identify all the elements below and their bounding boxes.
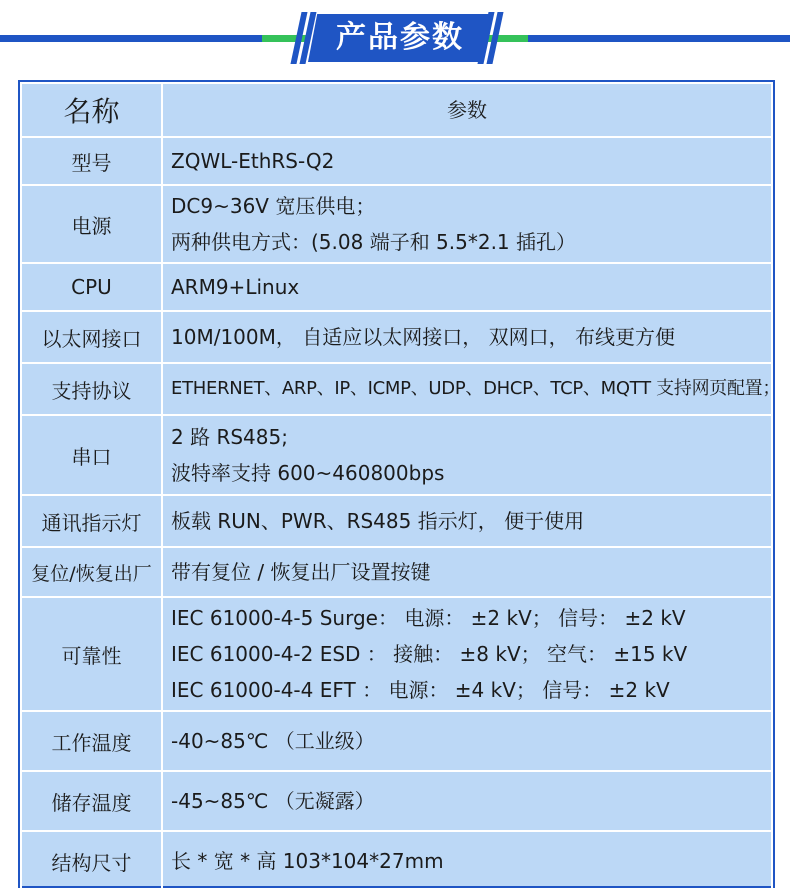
table-row <box>21 495 772 547</box>
spec-value-line: DC9~36V 宽压供电； <box>171 194 376 218</box>
table-row <box>21 263 772 311</box>
spec-value-line: 两种供电方式：(5.08 端子和 5.5*2.1 插孔） <box>171 230 577 254</box>
spec-value-cell <box>162 137 772 185</box>
spec-value-cell <box>162 263 772 311</box>
spec-value-line: 长 * 宽 * 高 103*104*27mm <box>171 849 444 873</box>
spec-name-cell: 储存温度 <box>21 771 162 831</box>
table-row <box>21 711 772 771</box>
spec-value-line: 板载 RUN、PWR、RS485 指示灯， 便于使用 <box>171 509 585 533</box>
spec-value-line: IEC 61000-4-2 ESD ： 接触： ±8 kV； 空气： ±15 kV <box>171 642 688 666</box>
spec-value-line: -45~85℃ （无凝露） <box>171 789 375 813</box>
table-row <box>21 363 772 415</box>
header-name-cell: 名称 <box>21 83 162 137</box>
spec-value-line: ZQWL-EthRS-Q2 <box>171 149 335 173</box>
spec-name-cell: 型号 <box>21 137 162 185</box>
spec-name-cell: 复位/恢复出厂 <box>21 547 162 597</box>
spec-value-cell <box>162 771 772 831</box>
spec-value-cell <box>162 547 772 597</box>
spec-value-line: IEC 61000-4-4 EFT ： 电源： ±4 kV； 信号： ±2 kV <box>171 678 670 702</box>
spec-value-line: ETHERNET、ARP、IP、ICMP、UDP、DHCP、TCP、MQTT 支持网页配置； <box>171 378 781 399</box>
spec-value-cell <box>162 311 772 363</box>
spec-value-line: ARM9+Linux <box>171 275 300 299</box>
spec-name-cell: 电源 <box>21 185 162 263</box>
spec-value-cell <box>162 415 772 495</box>
spec-value-cell <box>162 495 772 547</box>
spec-name-cell: CPU <box>21 263 162 311</box>
header-value-cell: 参数 <box>162 83 772 137</box>
spec-table <box>18 80 781 888</box>
table-row <box>21 415 772 495</box>
spec-value-cell <box>162 711 772 771</box>
spec-value-line: 2 路 RS485; <box>171 425 288 449</box>
spec-value-cell <box>162 185 772 263</box>
table-row <box>21 771 772 831</box>
spec-name-cell: 串口 <box>21 415 162 495</box>
table-row <box>21 831 772 891</box>
spec-name-cell: 可靠性 <box>21 597 162 711</box>
spec-value-line: 波特率支持 600~460800bps <box>171 461 445 485</box>
table-header-row <box>21 83 772 137</box>
spec-name-cell: 支持协议 <box>21 363 162 415</box>
header-line-left <box>0 35 268 42</box>
spec-name-cell: 通讯指示灯 <box>21 495 162 547</box>
table-row <box>21 597 772 711</box>
page-title: 产品参数 <box>336 20 464 55</box>
spec-name-cell: 工作温度 <box>21 711 162 771</box>
header-line-right <box>520 35 790 42</box>
table-row <box>21 311 772 363</box>
section-header <box>0 0 790 78</box>
spec-value-cell <box>162 363 781 415</box>
spec-name-cell: 以太网接口 <box>21 311 162 363</box>
spec-value-line: IEC 61000-4-5 Surge： 电源： ±2 kV； 信号： ±2 kV <box>171 606 686 630</box>
table-row <box>21 137 772 185</box>
spec-value-line: -40~85℃ （工业级） <box>171 729 375 753</box>
table-row <box>21 547 772 597</box>
spec-value-cell <box>162 597 772 711</box>
table-row <box>21 185 772 263</box>
spec-name-cell: 结构尺寸 <box>21 831 162 891</box>
spec-value-line: 带有复位 / 恢复出厂设置按键 <box>171 560 431 584</box>
spec-table-grid <box>20 82 781 892</box>
spec-value-line: 10M/100M， 自适应以太网接口， 双网口， 布线更方便 <box>171 325 675 349</box>
spec-value-cell <box>162 831 772 891</box>
